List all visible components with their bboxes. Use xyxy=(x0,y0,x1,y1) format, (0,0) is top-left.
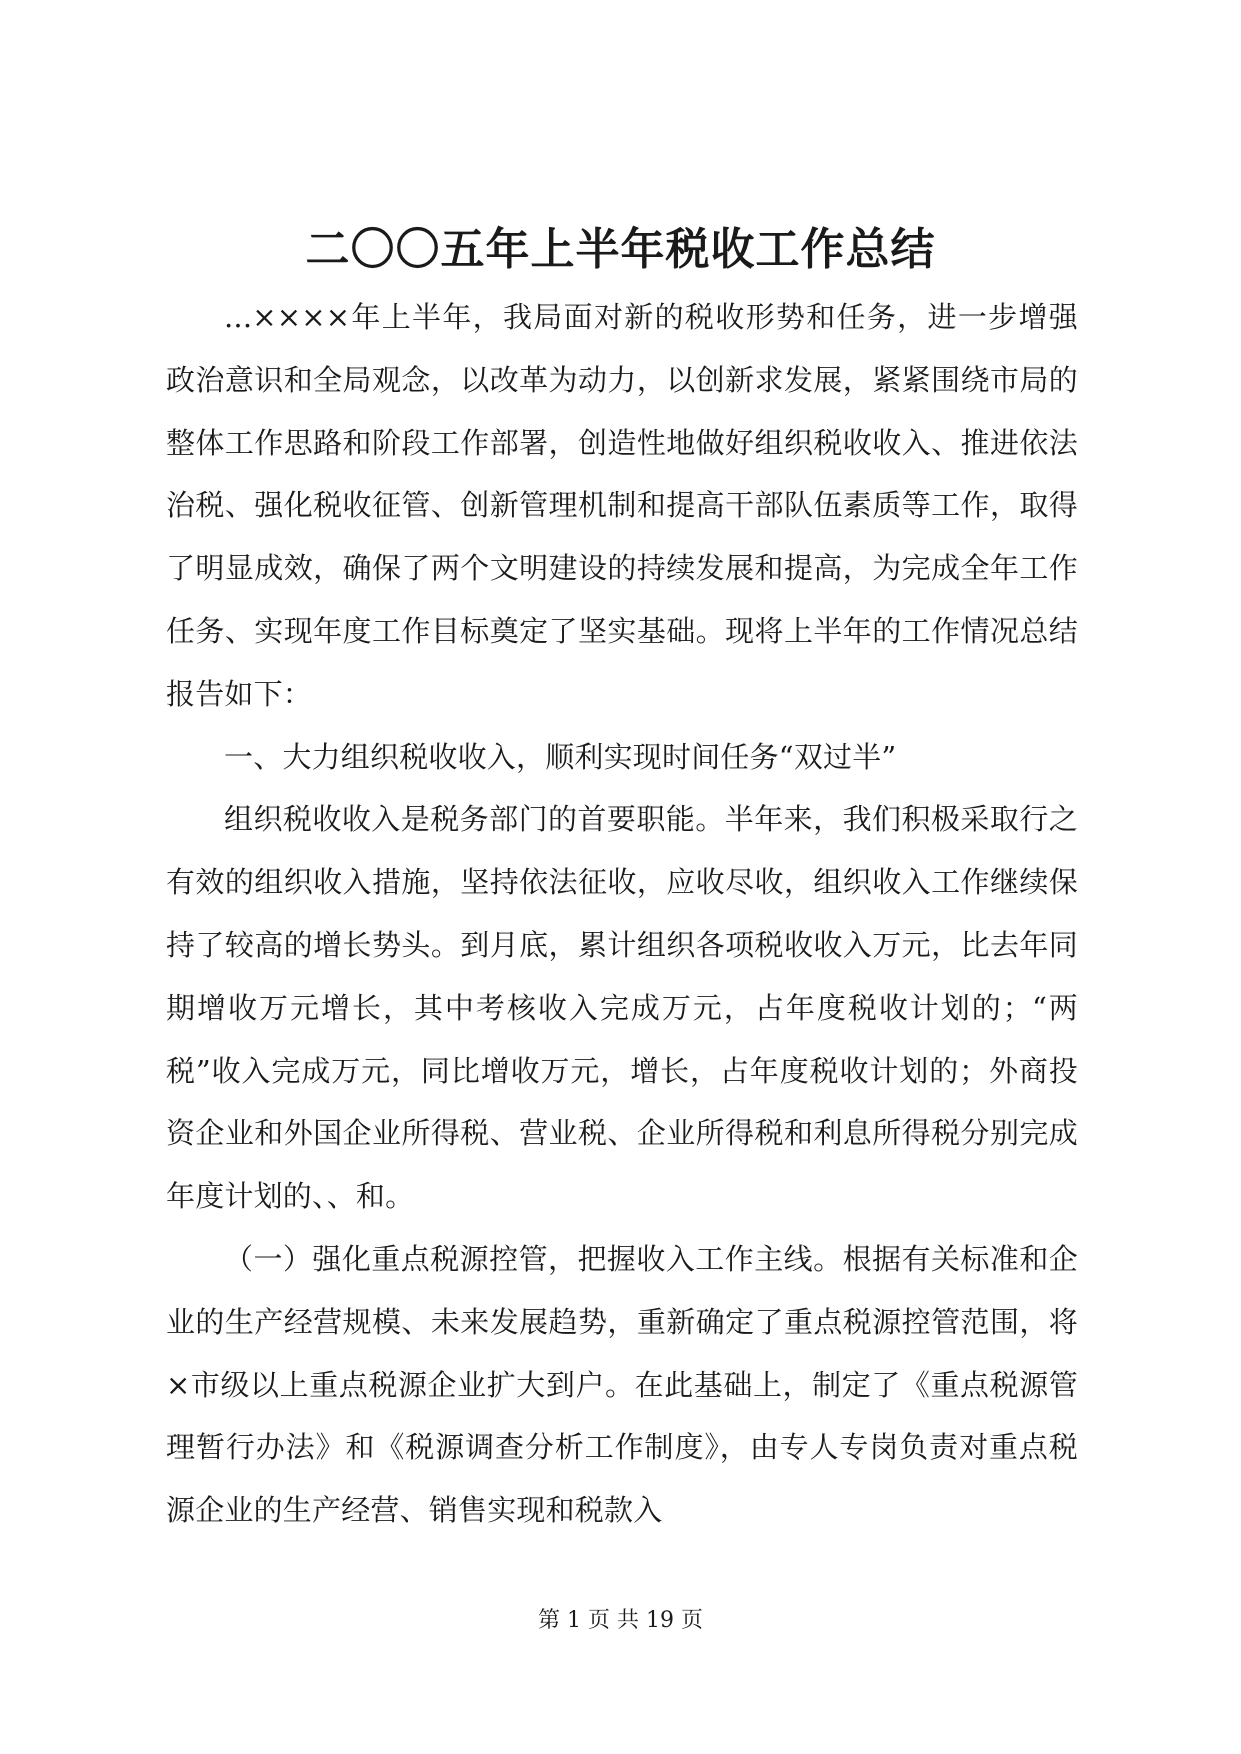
section-1-paragraph: 组织税收收入是税务部门的首要职能。半年来，我们积极采取行之有效的组织收入措施，坚持依法征收，应收尽收，组织收入工作继续保持了较高的增长势头。到月底，累计组织各项税收收入万元，比去年同期增收万元增长，其中考核收入完成万元，占年度税收计划的；“两税”收入完成万元，同比增收万元，增长，占年度税收计划的；外商投资企业和外国企业所得税、营业税、企业所得税和利息所得税分别完成年度计划的、、和。 xyxy=(166,802,1078,1214)
document-title: 二〇〇五年上半年税收工作总结 xyxy=(305,224,936,275)
subsection-1-paragraph: （一）强化重点税源控管，把握收入工作主线。根据有关标准和企业的生产经营规模、未来发展趋势，重新确定了重点税源控管范围，将×市级以上重点税源企业扩大到户。在此基础上，制定了《重点税源管理暂行办法》和《税源调查分析工作制度》，由专人专岗负责对重点税源企业的生产经营、销售实现和税款入 xyxy=(166,1241,1078,1528)
document-body xyxy=(166,286,1078,1542)
page-footer: 第 1 页 共 19 页 xyxy=(538,1608,703,1633)
section-heading-1: 一、大力组织税收收入，顺利实现时间任务“双过半” xyxy=(224,739,897,774)
intro-paragraph: ...××××年上半年，我局面对新的税收形势和任务，进一步增强政治意识和全局观念，以改革为动力，以创新求发展，紧紧围绕市局的整体工作思路和阶段工作部署，创造性地做好组织税收收入、推进依法治税、强化税收征管、创新管理机制和提高干部队伍素质等工作，取得了明显成效，确保了两个文明建设的持续发展和提高，为完成全年工作任务、实现年度工作目标奠定了坚实基础。现将上半年的工作情况总结报告如下： xyxy=(166,300,1078,711)
